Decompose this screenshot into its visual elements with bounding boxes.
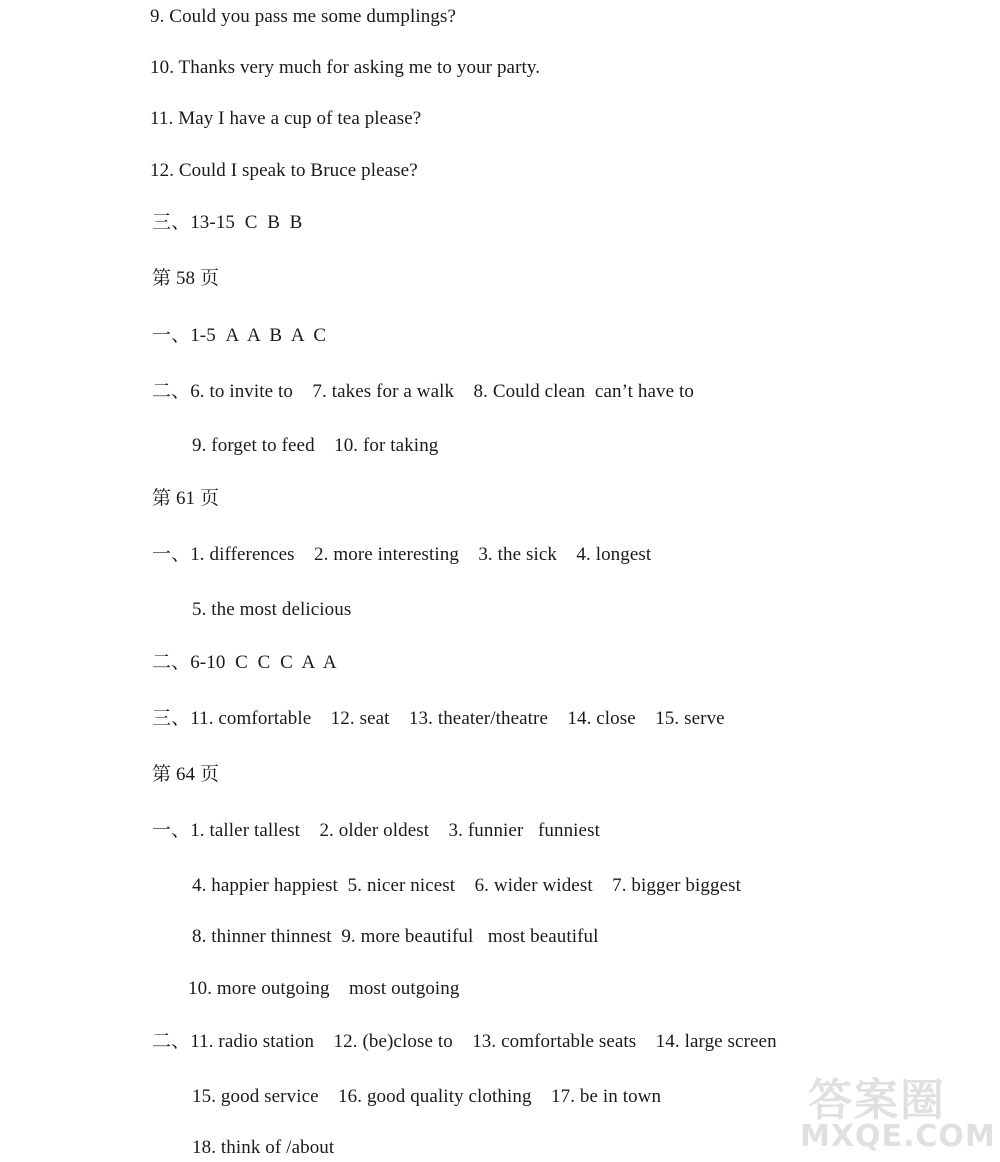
page-heading-58: 第 58 页 [152,268,220,289]
section-two-6-10: 二、6-10 C C C A A [152,652,337,673]
answer-line-9: 9. Could you pass me some dumplings? [150,6,457,27]
answer-line-12: 12. Could I speak to Bruce please? [150,160,418,181]
site-watermark [800,1064,996,1154]
section-one-1-5: 一、1-5 A A B A C [152,325,327,346]
section-two-9-10: 9. forget to feed 10. for taking [192,435,439,456]
section-two-11-14: 二、11. radio station 12. (be)close to 13. comfortable seats 14. large screen [152,1031,777,1052]
answer-line-10: 10. Thanks very much for asking me to your party. [150,57,541,78]
section-one-4-7: 4. happier happiest 5. nicer nicest 6. wider widest 7. bigger biggest [192,875,741,896]
section-one-1-3: 一、1. taller tallest 2. older oldest 3. funnier funniest [152,820,600,841]
watermark-url-text: MXQE.COM [800,1119,996,1154]
watermark-logo-text: 答案圈 [808,1075,946,1126]
section-two-15-17: 15. good service 16. good quality clothing 17. be in town [192,1086,662,1107]
section-one-5: 5. the most delicious [192,599,352,620]
section-two-6-8: 二、6. to invite to 7. takes for a walk 8. Could clean can’t have to [152,381,694,402]
section-three-13-15: 三、13-15 C B B [152,212,303,233]
section-three-11-15: 三、11. comfortable 12. seat 13. theater/theatre 14. close 15. serve [152,708,725,729]
section-one-10: 10. more outgoing most outgoing [188,978,460,999]
section-one-1-4: 一、1. differences 2. more interesting 3. the sick 4. longest [152,544,652,565]
page-heading-64: 第 64 页 [152,764,220,785]
answer-line-11: 11. May I have a cup of tea please? [150,108,422,129]
page-heading-61: 第 61 页 [152,488,220,509]
section-one-8-9: 8. thinner thinnest 9. more beautiful most beautiful [192,926,599,947]
section-two-18: 18. think of /about [192,1137,335,1158]
